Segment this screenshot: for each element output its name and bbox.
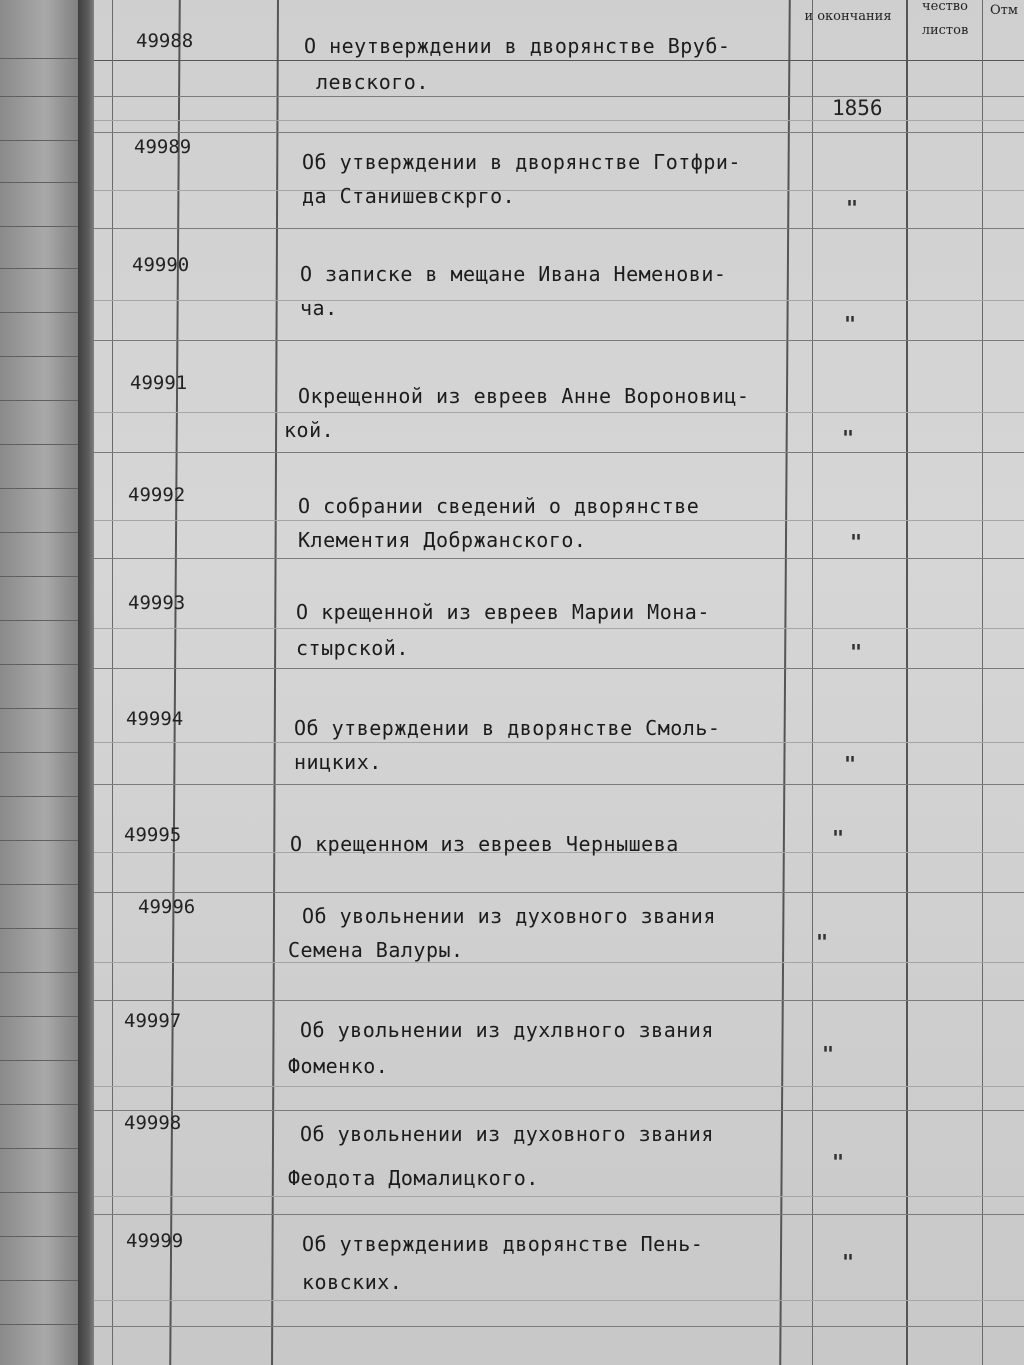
notes-column-header: Отм bbox=[990, 3, 1018, 18]
ditto-mark: " bbox=[850, 640, 863, 664]
entry-number: 49989 bbox=[134, 136, 192, 158]
ditto-mark: " bbox=[832, 1150, 845, 1174]
entry-title-line2: Феодота Домалицкого. bbox=[288, 1166, 539, 1190]
entry-title-line1: О крещенном из евреев Чернышева bbox=[290, 832, 679, 856]
facing-page bbox=[0, 0, 82, 1365]
entry-year: 1856 bbox=[832, 96, 883, 120]
entry-title-line1: О крещенной из евреев Марии Мона- bbox=[296, 600, 710, 624]
entry-title-line2: Семена Валуры. bbox=[288, 938, 464, 962]
entry-number: 49991 bbox=[130, 372, 188, 394]
entry-title-line2: да Станишевскрго. bbox=[302, 184, 516, 208]
entry-title-line2: Клементия Добржанского. bbox=[298, 528, 587, 552]
sheets-column-header-line2: листов bbox=[921, 23, 969, 38]
entry-title-line2: кой. bbox=[284, 418, 335, 442]
ditto-mark: " bbox=[822, 1042, 835, 1066]
ditto-mark: " bbox=[844, 312, 857, 336]
register-page bbox=[94, 0, 1024, 1365]
entry-title-line2: Фоменко. bbox=[288, 1054, 389, 1078]
entry-title-line1: Об утверждении в дворянстве Готфри- bbox=[302, 150, 741, 174]
entry-title-line1: Окрещенной из евреев Анне Вороновиц- bbox=[298, 384, 750, 408]
entry-title-line1: Об увольнении из духовного звания bbox=[300, 1122, 714, 1146]
entry-number: 49993 bbox=[128, 592, 186, 614]
entry-title-line2: левского. bbox=[316, 70, 429, 94]
entry-number: 49999 bbox=[126, 1230, 184, 1252]
ditto-mark: " bbox=[832, 826, 845, 850]
entry-number: 49995 bbox=[124, 824, 182, 846]
entry-title-line1: Об увольнении из духовного звания bbox=[302, 904, 716, 928]
entry-number: 49992 bbox=[128, 484, 186, 506]
ditto-mark: " bbox=[844, 752, 857, 776]
entry-title-line2: стырской. bbox=[296, 636, 409, 660]
ditto-mark: " bbox=[842, 426, 855, 450]
entry-title-line1: Об увольнении из духлвного звания bbox=[300, 1018, 714, 1042]
entry-title-line1: О записке в мещане Ивана Неменови- bbox=[300, 262, 727, 286]
entry-number: 49990 bbox=[132, 254, 190, 276]
entry-title-line1: Об утверждении в дворянстве Смоль- bbox=[294, 716, 721, 740]
entry-title-line1: О неутверждении в дворянстве Вруб- bbox=[304, 34, 731, 58]
entry-title-line1: О собрании сведений о дворянстве bbox=[298, 494, 700, 518]
entry-number: 49994 bbox=[126, 708, 184, 730]
ditto-mark: " bbox=[816, 930, 829, 954]
entry-number: 49996 bbox=[138, 896, 196, 918]
sheets-column-header-line1: чество bbox=[922, 0, 968, 14]
entry-number: 49997 bbox=[124, 1010, 182, 1032]
entry-number: 49988 bbox=[136, 30, 194, 52]
entry-title-line1: Об утверждениив дворянстве Пень- bbox=[302, 1232, 704, 1256]
ditto-mark: " bbox=[846, 196, 859, 220]
entry-number: 49998 bbox=[124, 1112, 182, 1134]
ditto-mark: " bbox=[842, 1250, 855, 1274]
ditto-mark: " bbox=[850, 530, 863, 554]
entry-title-line2: ча. bbox=[300, 296, 338, 320]
entry-title-line2: ницких. bbox=[294, 750, 382, 774]
entry-title-line2: ковских. bbox=[302, 1270, 403, 1294]
dates-column-header: и окончания bbox=[804, 9, 892, 24]
